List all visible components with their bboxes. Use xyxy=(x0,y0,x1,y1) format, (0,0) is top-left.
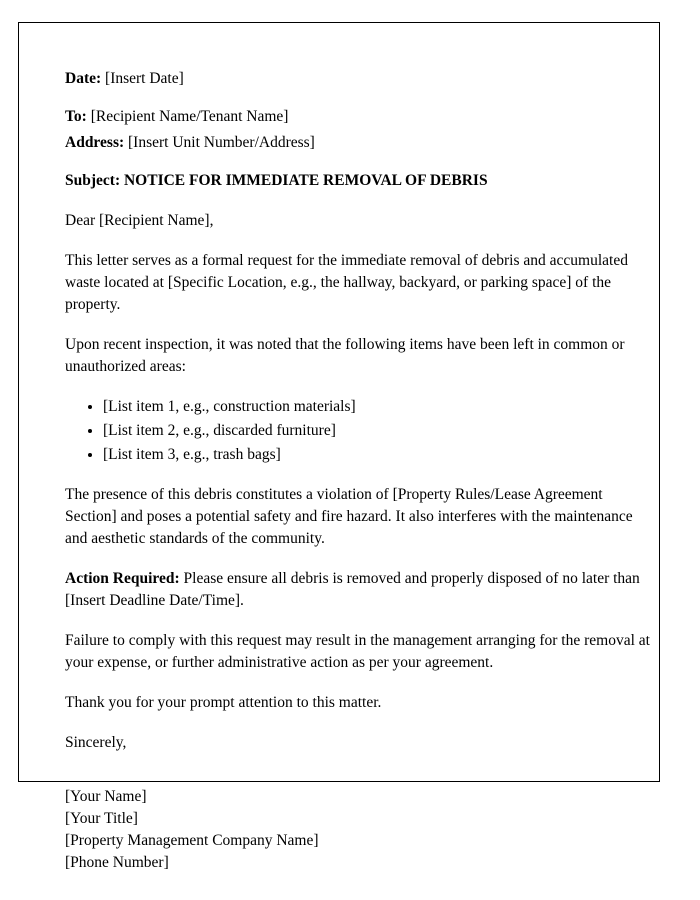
signature-name: [Your Name] xyxy=(65,788,147,805)
closing: Sincerely, xyxy=(65,734,127,751)
list-item: • [List item 2, e.g., discarded furniture] xyxy=(103,420,650,442)
debris-item-list xyxy=(65,396,650,466)
subject-line xyxy=(65,170,650,192)
signature-title: [Your Title] xyxy=(65,810,138,827)
action-required-label: Action Required: xyxy=(65,570,180,587)
paragraph-2: Upon recent inspection, it was noted that the following items have been left in common or unauthorized areas: xyxy=(65,336,625,375)
date-label: Date: xyxy=(65,70,102,87)
paragraph-1: This letter serves as a formal request for the immediate removal of debris and accumulated waste located at [Specific Location, e.g., the hallway, backyard, or parking space] of the property. xyxy=(65,252,628,313)
signature-phone: [Phone Number] xyxy=(65,854,169,871)
letter-border-frame xyxy=(18,22,660,871)
signature-company: [Property Management Company Name] xyxy=(65,832,319,849)
date-line xyxy=(65,68,650,90)
date-value: [Insert Date] xyxy=(105,70,184,87)
address-line xyxy=(65,132,650,154)
signature-spacer xyxy=(65,772,650,786)
letter-body xyxy=(65,68,650,874)
salutation: Dear [Recipient Name], xyxy=(65,212,214,229)
address-value: [Insert Unit Number/Address] xyxy=(128,134,315,151)
to-value: [Recipient Name/Tenant Name] xyxy=(90,108,289,125)
address-label: Address: xyxy=(65,134,125,151)
subject-label: Subject: xyxy=(65,172,121,189)
paragraph-4: Failure to comply with this request may result in the management arranging for the removal at your expense, or further administrative action as per your agreement. xyxy=(65,632,650,671)
action-required-text: Please ensure all debris is removed and properly disposed of no later than [Insert Deadline Date/Time]. xyxy=(65,570,640,609)
subject-value: NOTICE FOR IMMEDIATE REMOVAL OF DEBRIS xyxy=(123,172,488,189)
recipient-line xyxy=(65,106,650,128)
list-item: • [List item 1, e.g., construction materials] xyxy=(103,396,650,418)
paragraph-5: Thank you for your prompt attention to this matter. xyxy=(65,694,382,711)
list-item: • [List item 3, e.g., trash bags] xyxy=(103,444,650,466)
paragraph-3: The presence of this debris constitutes a violation of [Property Rules/Lease Agreement Section] and poses a potential safety and fire hazard. It also interferes with the maintenance and aesthetic standards of the community. xyxy=(65,486,633,547)
signature-block xyxy=(65,786,650,874)
to-label: To: xyxy=(65,108,87,125)
action-required-paragraph xyxy=(65,568,650,612)
